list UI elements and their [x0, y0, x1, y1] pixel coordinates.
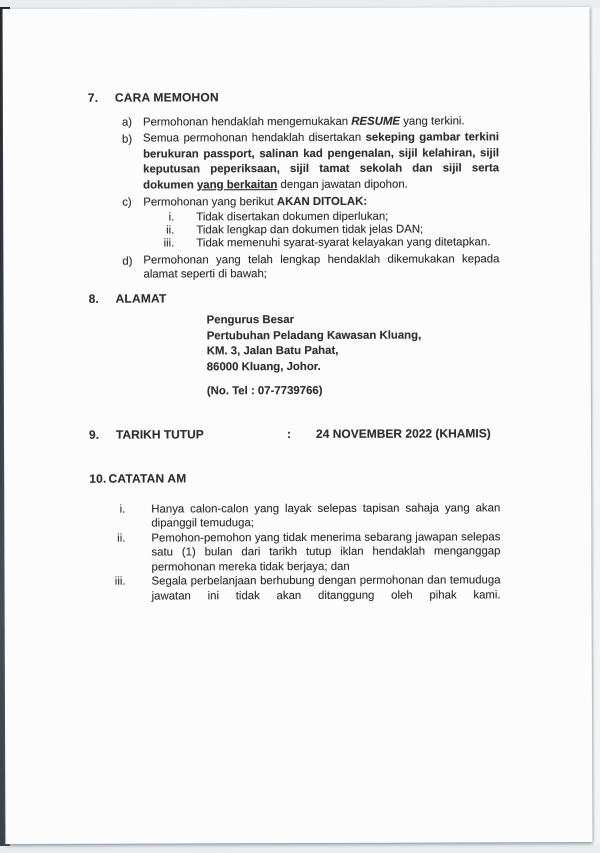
address-line: Pengurus Besar [206, 314, 295, 327]
section-number: 7. [87, 90, 99, 105]
note-item [89, 501, 500, 531]
list-marker: b) [121, 133, 133, 146]
note-item [90, 573, 501, 603]
section-title: CATATAN AM [108, 470, 187, 486]
text-run: Permohonan yang berikut [143, 196, 277, 209]
list-marker: i. [119, 503, 126, 516]
section-title: CARA MEMOHON [114, 90, 219, 105]
list-item-c [88, 193, 499, 210]
list-marker: ii. [166, 224, 175, 237]
list-item-text [143, 193, 499, 210]
section-number: 10. [89, 471, 107, 486]
address-line: Pertubuhan Peladang Kawasan Kluang, [206, 329, 422, 342]
list-item-d [88, 252, 499, 281]
phone-line: (No. Tel : 07-7739766) [206, 384, 323, 398]
notes-list [89, 501, 500, 604]
list-marker: iii. [163, 237, 175, 250]
sub-list [88, 210, 499, 250]
list-item-b [88, 130, 499, 193]
section-number: 9. [89, 427, 100, 442]
list-marker: iii. [114, 575, 126, 588]
scan-right-margin [592, 8, 600, 844]
section-title: TARIKH TUTUP [116, 426, 204, 442]
section-title: ALAMAT [115, 291, 167, 306]
closing-date-value: 24 NOVEMBER 2022 (KHAMIS) [316, 425, 491, 441]
list-marker: a) [121, 116, 133, 129]
sub-item-text: Tidak disertakan dokumen diperlukan; [196, 210, 389, 224]
list-item-text [143, 113, 499, 130]
note-text: Pemohon-pemohon yang tidak menerima sebarang jawapan selepas satu (1) bulan dari tarikh tutup iklan hendaklah menganggap permohonan mereka tidak berjaya; dan [151, 530, 501, 574]
text-run: Permohonan hendaklah mengemukakan [142, 115, 352, 129]
separator-colon: : [287, 426, 292, 441]
sub-item-text: Tidak memenuhi syarat-syarat kelayakan yang ditetapkan. [196, 236, 491, 250]
section-9-row [89, 426, 500, 442]
sub-item-text: Tidak lengkap dan dokumen tidak jelas DAN; [196, 223, 424, 237]
text-run: Semua permohonan hendaklah disertakan [142, 131, 366, 145]
sub-list-item [88, 236, 499, 250]
note-text: Segala perbelanjaan berhubung dengan permohonan dan temuduga jawatan ini tidak akan ditanggung oleh pihak kami. [151, 574, 501, 603]
address-line: 86000 Kluang, Johor. [206, 360, 321, 373]
note-text: Hanya calon-calon yang layak selepas tapisan sahaja yang akan dipanggil temuduga; [151, 501, 501, 530]
section-7-heading [88, 89, 499, 104]
address-block [207, 312, 500, 375]
text-run: yang terkini. [399, 115, 465, 128]
bold-run: AKAN DITOLAK: [276, 195, 368, 209]
section-number: 8. [88, 291, 100, 306]
section-10-heading [89, 470, 500, 485]
bold-underline-run: yang berkaitan [196, 178, 278, 191]
resume-emphasis: RESUME [351, 115, 401, 128]
list-marker: ii. [117, 532, 126, 545]
address-line: KM. 3, Jalan Batu Pahat, [206, 344, 339, 358]
bold-run: sekeping gambar terkini berukuran passport, salinan kad pengenalan, sijil kelahiran, sijil keputusan peperiksaan, sijil tamat sekolah dan sijil serta dokumen [143, 131, 500, 192]
list-item-text: Permohonan yang telah lengkap hendaklah dikemukakan kepada alamat seperti di bawah; [143, 253, 500, 281]
note-item [89, 530, 500, 575]
list-marker: c) [122, 196, 132, 209]
text-run: dengan jawatan dipohon. [277, 178, 408, 191]
list-item-text [143, 130, 499, 193]
section-8-heading [89, 290, 500, 305]
list-item-a [88, 113, 499, 130]
list-marker: d) [122, 255, 133, 268]
document-page [3, 7, 593, 844]
list-marker: i. [168, 211, 175, 224]
